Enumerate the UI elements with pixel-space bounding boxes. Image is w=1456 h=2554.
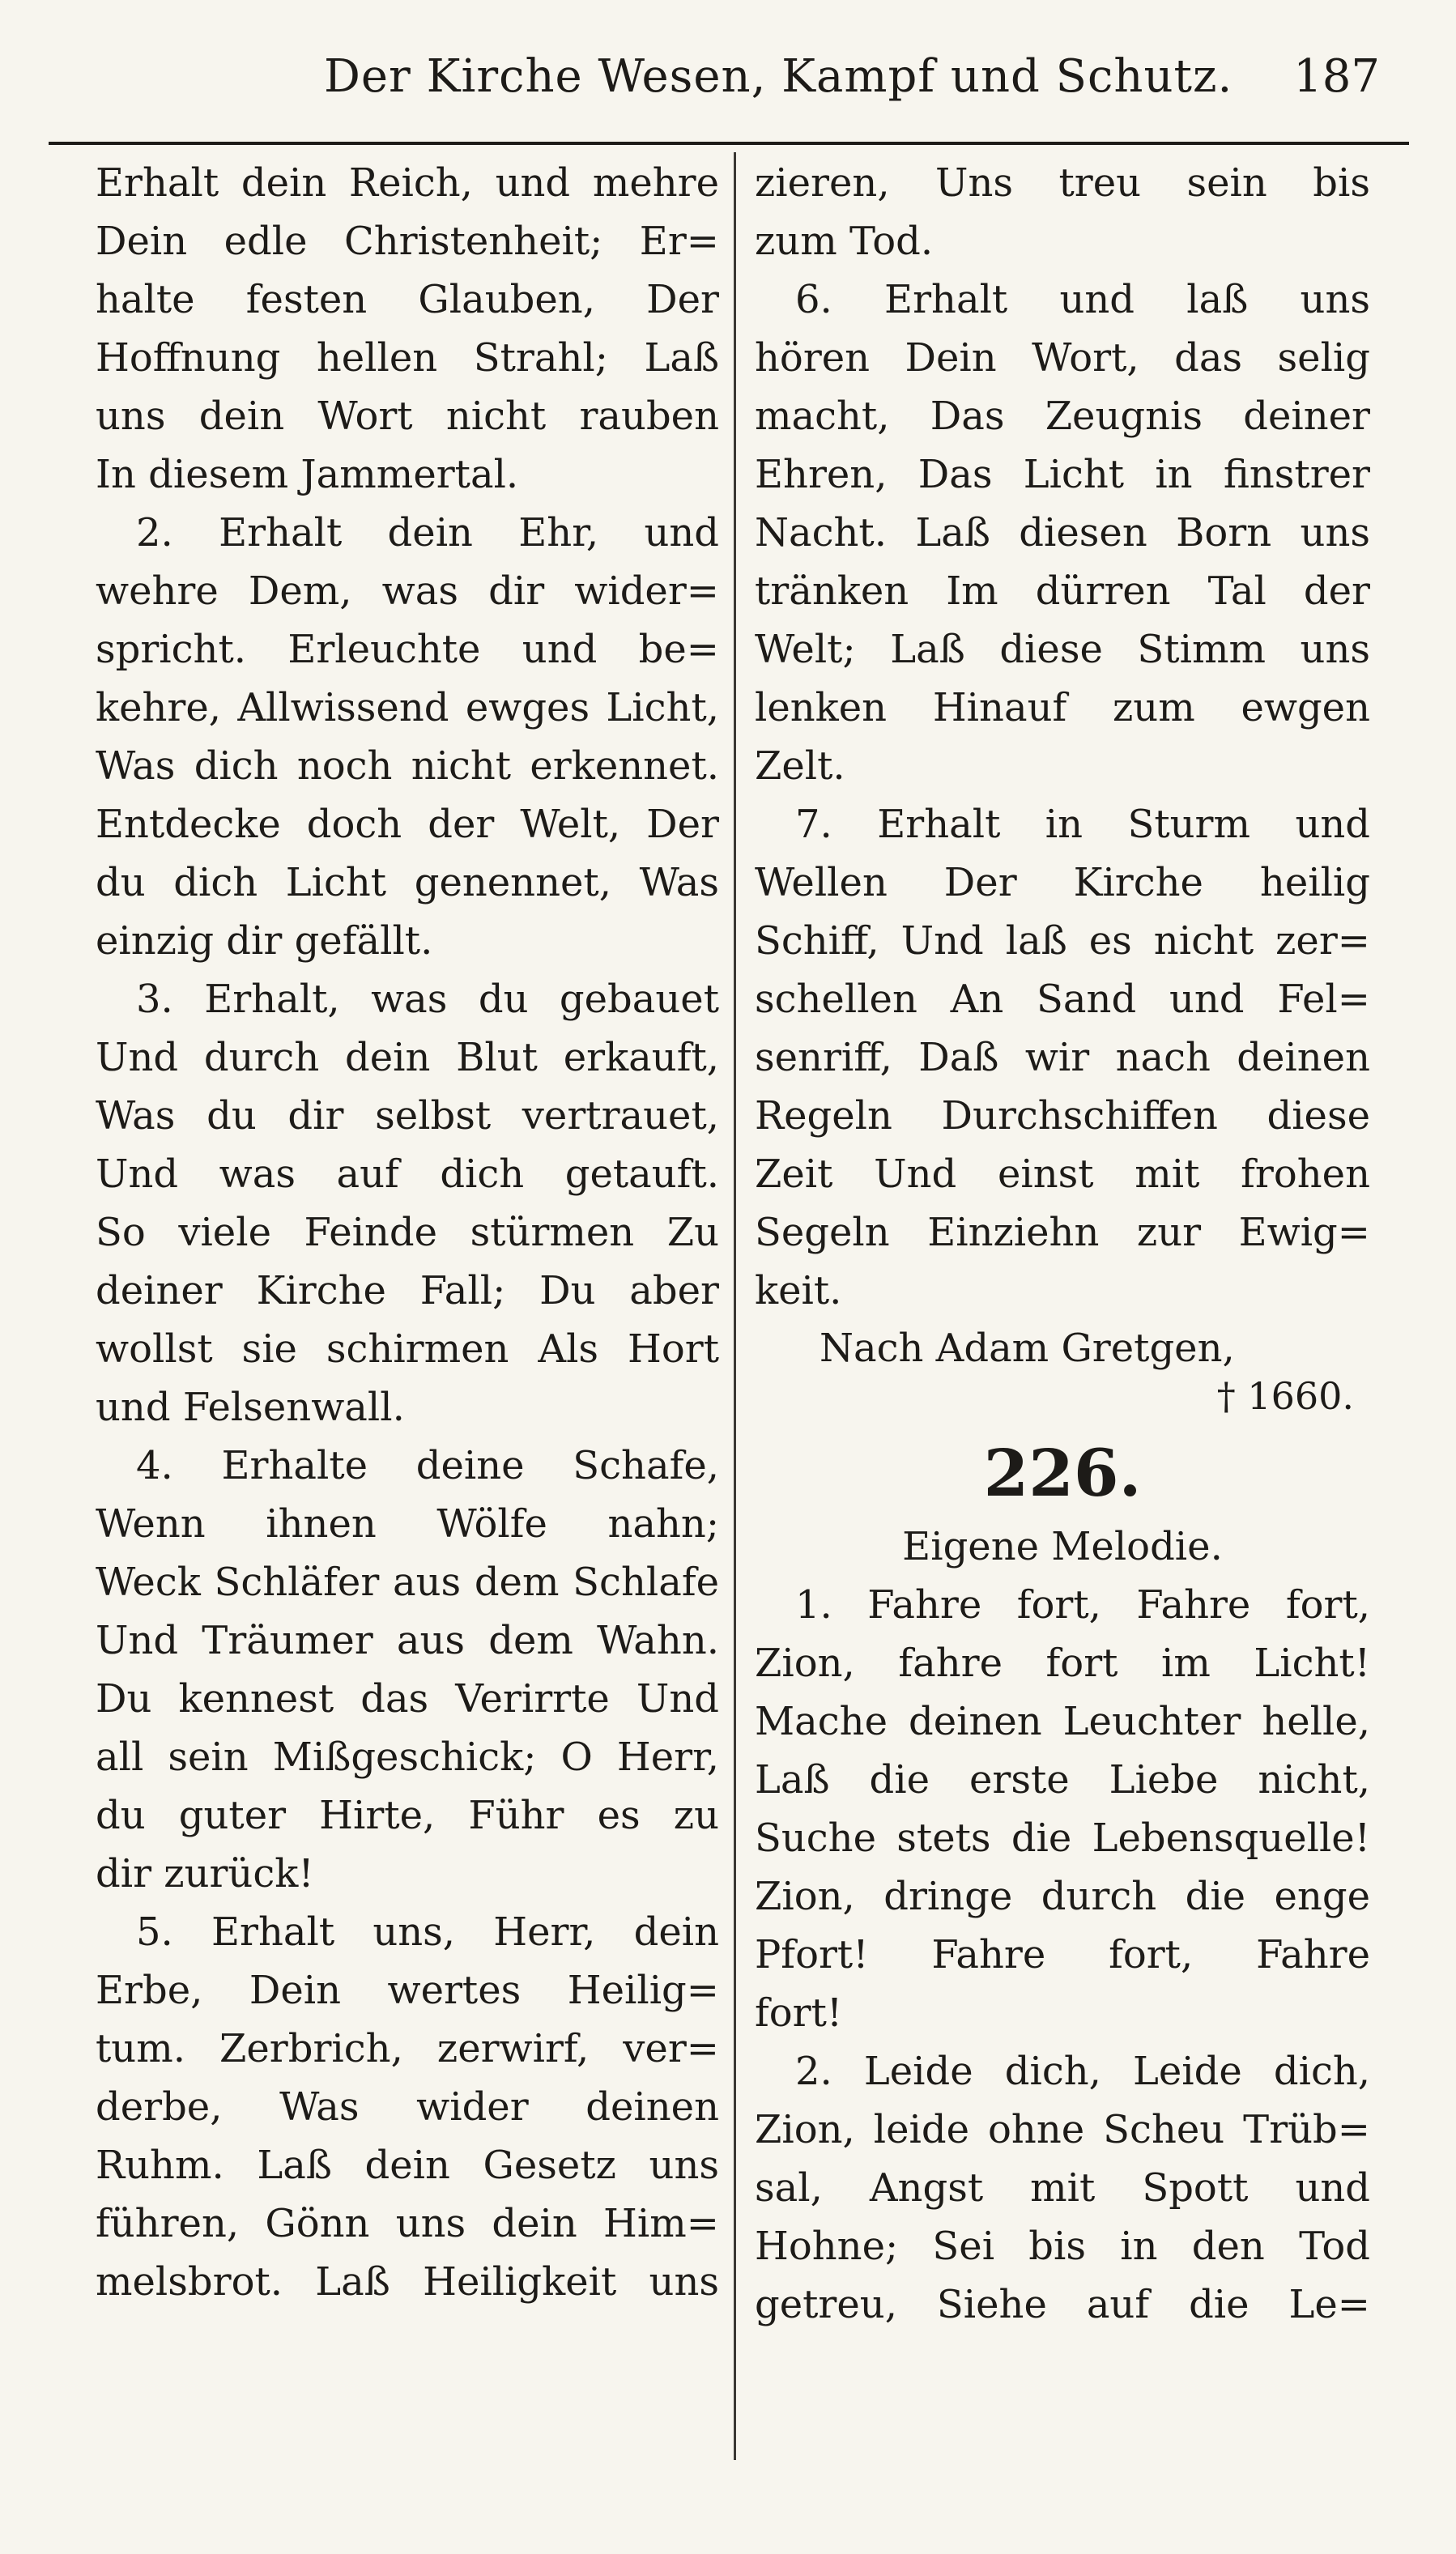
text-line: Ruhm. Laß dein Gesetz uns [96,2143,719,2188]
text-line: Erhalt dein Reich, und mehre [96,160,719,206]
text-line: Was du dir selbst vertrauet, [96,1093,719,1139]
hymn-number: 226. [983,1435,1142,1511]
text-line: spricht. Erleuchte und be= [96,627,719,672]
text-line: keit. [755,1268,842,1313]
text-line: dir zurück! [96,1851,314,1896]
text-line: 5. Erhalt uns, Herr, dein [136,1909,719,1955]
hymn-melody: Eigene Melodie. [902,1524,1223,1569]
text-line: kehre, Allwissend ewges Licht, [96,685,719,730]
text-line: 3. Erhalt, was du gebauet [136,977,719,1022]
text-line: 2. Erhalt dein Ehr, und [136,510,719,555]
text-line: So viele Feinde stürmen Zu [96,1210,719,1255]
text-line: lenken Hinauf zum ewgen [755,685,1370,730]
column-divider [734,152,736,2460]
text-line: fort! [755,1990,843,2036]
text-line: getreu, Siehe auf die Le= [755,2282,1370,2327]
text-line: wollst sie schirmen Als Hort [96,1326,719,1372]
text-line: uns dein Wort nicht rauben [96,394,719,439]
text-line: du dich Licht genennet, Was [96,860,719,905]
text-line: du guter Hirte, Führ es zu [96,1793,719,1838]
text-line: Weck Schläfer aus dem Schlafe [96,1560,719,1605]
text-line: In diesem Jammertal. [96,452,519,497]
text-line: all sein Mißgeschick; O Herr, [96,1735,719,1780]
text-line: Und Träumer aus dem Wahn. [96,1618,719,1663]
page-number: 187 [1293,50,1380,103]
text-line: Laß die erste Liebe nicht, [755,1757,1370,1803]
text-line: senriff, Daß wir nach deinen [755,1035,1370,1080]
text-line: und Felsenwall. [96,1385,405,1430]
text-line: wehre Dem, was dir wider= [96,568,719,614]
text-line: Zion, fahre fort im Licht! [755,1641,1370,1686]
text-line: Regeln Durchschiffen diese [755,1093,1370,1139]
text-line: Pfort! Fahre fort, Fahre [755,1932,1370,1977]
text-line: Wenn ihnen Wölfe nahn; [96,1501,719,1547]
text-line: Du kennest das Verirrte Und [96,1676,719,1722]
text-line: melsbrot. Laß Heiligkeit uns [96,2259,719,2305]
text-line: Zeit Und einst mit frohen [755,1151,1370,1197]
text-line: 1. Fahre fort, Fahre fort, [795,1582,1370,1628]
text-line: 6. Erhalt und laß uns [795,277,1370,322]
text-line: zum Tod. [755,219,934,264]
text-line: Entdecke doch der Welt, Der [96,802,719,847]
hymn-author-year: † 1660. [1216,1374,1354,1418]
text-line: Dein edle Christenheit; Er= [96,219,719,264]
text-line: Ehren, Das Licht in finstrer [755,452,1370,497]
text-line: Wellen Der Kirche heilig [755,860,1370,905]
text-line: Und durch dein Blut erkauft, [96,1035,719,1080]
text-line: Mache deinen Leuchter helle, [755,1699,1370,1744]
right-column-top [755,154,1370,1320]
text-line: schellen An Sand und Fel= [755,977,1370,1022]
text-line: halte festen Glauben, Der [96,277,719,322]
text-line: Zion, dringe durch die enge [755,1874,1370,1919]
text-line: Was dich noch nicht erkennet. [96,743,719,789]
text-line: Und was auf dich getauft. [96,1151,719,1197]
text-line: Erbe, Dein wertes Heilig= [96,1968,719,2013]
page-header [49,49,1409,126]
text-line: hören Dein Wort, das selig [755,335,1370,381]
text-line: 7. Erhalt in Sturm und [795,802,1370,847]
text-line: deiner Kirche Fall; Du aber [96,1268,719,1313]
text-line: einzig dir gefällt. [96,918,433,964]
text-line: Nacht. Laß diesen Born uns [755,510,1370,555]
text-line: macht, Das Zeugnis deiner [755,394,1370,439]
text-line: Suche stets die Lebensquelle! [755,1815,1370,1861]
text-line: Schiff, Und laß es nicht zer= [755,918,1370,964]
header-rule [49,142,1409,145]
text-line: 2. Leide dich, Leide dich, [795,2049,1370,2094]
hymn-author-attribution: Nach Adam Gretgen, [820,1326,1235,1371]
left-column [96,154,719,2311]
text-line: Zelt. [755,743,845,789]
text-line: Hohne; Sei bis in den Tod [755,2224,1370,2269]
running-head: Der Kirche Wesen, Kampf und Schutz. [324,50,1233,103]
text-line: sal, Angst mit Spott und [755,2165,1370,2211]
text-line: Zion, leide ohne Scheu Trüb= [755,2107,1370,2152]
text-line: tum. Zerbrich, zerwirf, ver= [96,2026,719,2071]
text-line: 4. Erhalte deine Schafe, [136,1443,719,1488]
text-line: Welt; Laß diese Stimm uns [755,627,1370,672]
right-column-bottom [755,1576,1370,2334]
text-line: zieren, Uns treu sein bis [755,160,1370,206]
text-line: Segeln Einziehn zur Ewig= [755,1210,1370,1255]
text-line: tränken Im dürren Tal der [755,568,1370,614]
text-line: Hoffnung hellen Strahl; Laß [96,335,719,381]
text-line: führen, Gönn uns dein Him= [96,2201,719,2246]
text-line: derbe, Was wider deinen [96,2084,719,2130]
right-column [755,154,1370,2334]
